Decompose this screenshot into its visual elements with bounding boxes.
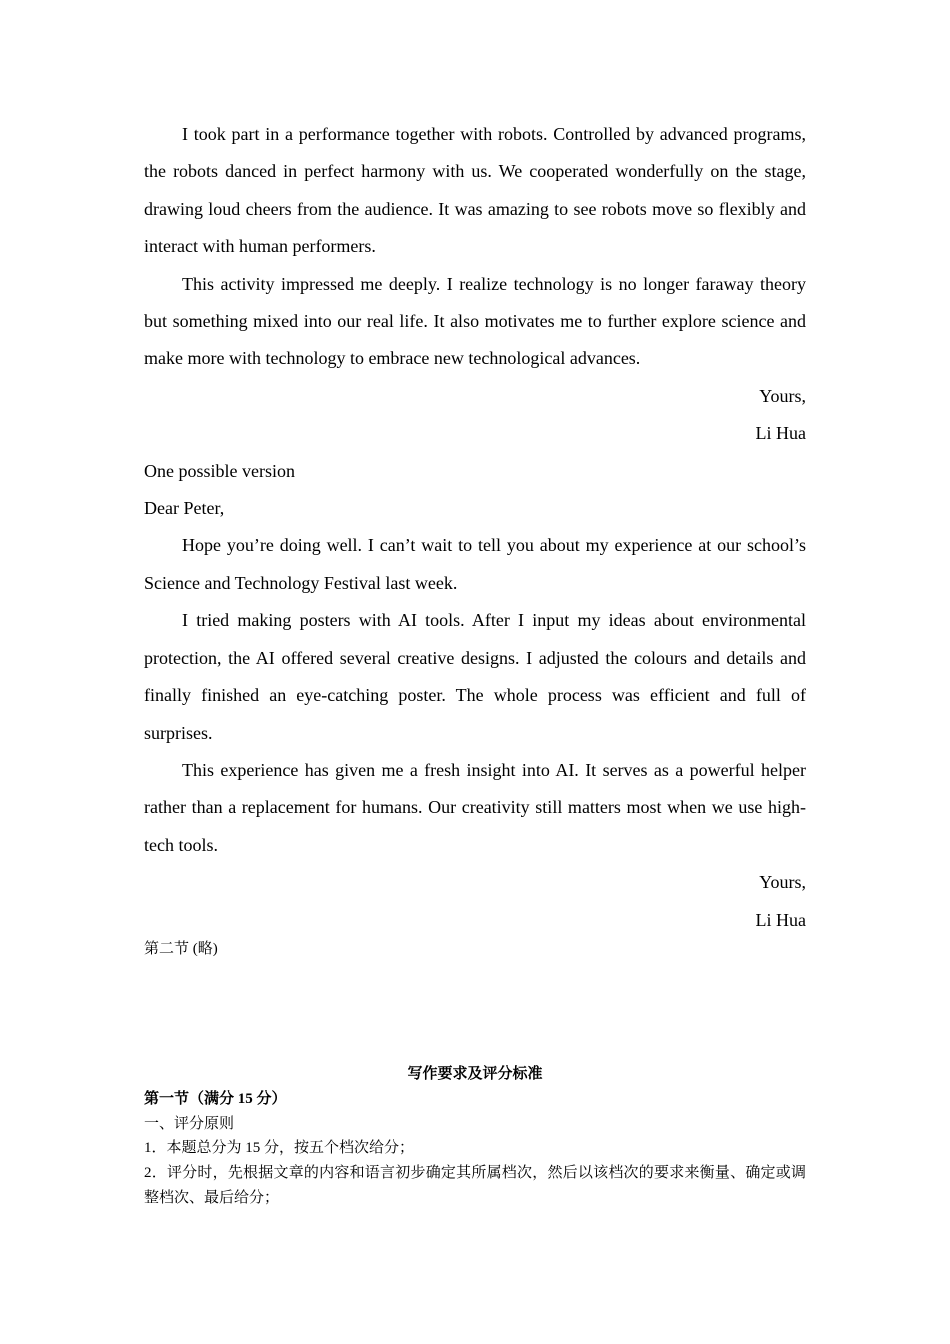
version-label: One possible version: [144, 460, 295, 481]
letter2-signature: Li Hua: [755, 909, 806, 930]
rubric-item-2: 2．评分时，先根据文章的内容和语言初步确定其所属档次，然后以该档次的要求来衡量、确定或调整档次、最后给分；: [144, 1165, 806, 1206]
letter2-paragraph-2: I tried making posters with AI tools. After I input my ideas about environmental protection, the AI offered several creative designs. I adjusted the colours and details and finally finished an eye-catching poster. The whole process was efficient and full of surprises.: [144, 610, 806, 743]
letter1-closing: Yours,: [759, 385, 806, 406]
letter2-greeting: Dear Peter,: [144, 498, 225, 519]
letter-body: [144, 116, 806, 939]
section-two-note: 第二节 (略): [144, 941, 218, 957]
letter2-paragraph-3: This experience has given me a fresh insight into AI. It serves as a powerful helper rather than a replacement for humans. Our creativity still matters most when we use high-tech tools.: [144, 759, 806, 855]
rubric-principles-heading: 一、评分原则: [144, 1115, 235, 1132]
rubric-title: 写作要求及评分标准: [407, 1066, 543, 1082]
rubric-block: [144, 1062, 806, 1211]
rubric-section-heading: 第一节（满分 15 分）: [144, 1090, 287, 1107]
rubric-item-1: 1．本题总分为 15 分，按五个档次给分；: [144, 1140, 415, 1157]
letter1-paragraph-2: This activity impressed me deeply. I realize technology is no longer faraway theory but something mixed into our real life. It also motivates me to further explore science and make more with technology to embrace new technological advances.: [144, 273, 806, 369]
letter2-closing: Yours,: [759, 872, 806, 893]
letter1-signature: Li Hua: [755, 423, 806, 444]
letter2-paragraph-1: Hope you’re doing well. I can’t wait to tell you about my experience at our school’s Science and Technology Festival last week.: [144, 535, 806, 593]
letter1-paragraph-1: I took part in a performance together with robots. Controlled by advanced programs, the robots danced in perfect harmony with us. We cooperated wonderfully on the stage, drawing loud cheers from the audience. It was amazing to see robots move so flexibly and interact with human performers.: [144, 124, 806, 257]
